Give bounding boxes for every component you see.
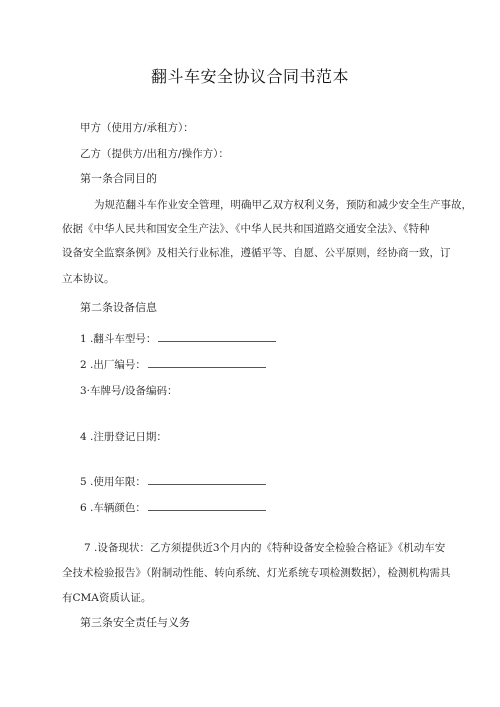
- item-serial-blank[interactable]: [148, 358, 266, 368]
- document-title: 翻斗车安全协议合同书范本: [150, 67, 349, 86]
- item-service-life-label: 5 .使用年限：: [80, 476, 146, 488]
- article2-heading: 第二条设备信息: [80, 301, 157, 314]
- article1-line-4: 立本协议。: [62, 273, 115, 285]
- item-service-life: [80, 475, 266, 489]
- item-registration-date-label: 4 .注册登记日期：: [80, 431, 167, 443]
- article1-heading: 第一条合同目的: [80, 172, 157, 185]
- article1-line-1: 为规范翻斗车作业安全管理，明确甲乙双方权利义务，预防和减少安全生产事故，: [94, 199, 472, 211]
- article3-heading: 第三条安全责任与义务: [80, 616, 190, 629]
- item-color-blank[interactable]: [148, 501, 266, 511]
- item7-line-1: 7 .设备现状：乙方须提供近3个月内的《特种设备安全检验合格证》《机动车安: [84, 542, 446, 554]
- item-serial: [80, 358, 266, 372]
- article1-line-3: 设备安全监察条例》及相关行业标准，遵循平等、自愿、公平原则，经协商一致，订: [62, 247, 451, 259]
- item7-line-2: 全技术检验报告》（附制动性能、转向系统、灯光系统专项检测数据），检测机构需具: [62, 567, 451, 579]
- item-serial-label: 2 .出厂编号：: [80, 359, 146, 371]
- item-registration-date: [80, 430, 167, 444]
- item-plate-label: 3·车牌号/设备编码：: [80, 385, 178, 397]
- item-model: [80, 332, 276, 346]
- article1-line-2: 依据《中华人民共和国安全生产法》、《中华人民共和国道路交通安全法》、《特种: [62, 223, 430, 235]
- item-color-label: 6 .车辆颜色：: [80, 502, 146, 514]
- item-model-label: 1 .翻斗车型号：: [80, 333, 157, 345]
- item-service-life-blank[interactable]: [148, 475, 266, 485]
- party-b-label: 乙方（提供方/出租方/操作方）：: [80, 148, 229, 160]
- item-plate: [80, 384, 178, 398]
- item7-line-3: 有CMA资质认证。: [62, 592, 152, 604]
- party-a-label: 甲方（使用方/承租方）：: [80, 122, 194, 134]
- item-color: [80, 501, 266, 515]
- item-model-blank[interactable]: [158, 332, 276, 342]
